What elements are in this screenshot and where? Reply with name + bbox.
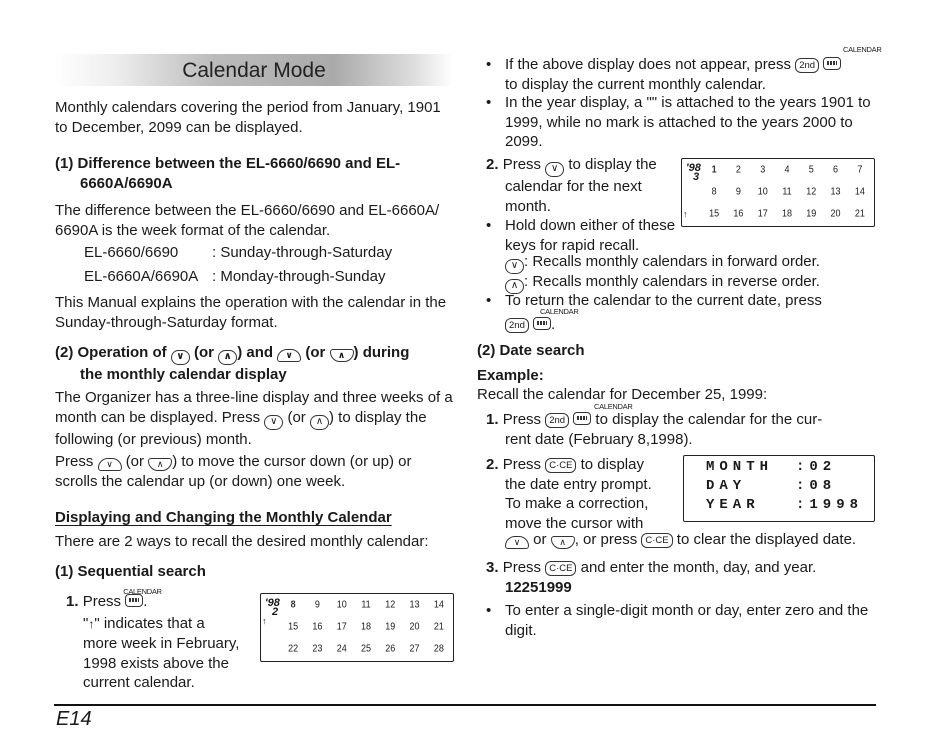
- section-2-heading: (2) Operation of ∨ (or ∧ ) and ∨ (or ∧ ) during the monthly calendar display: [55, 344, 410, 383]
- section-1-note: This Manual explains the operation with the calendar in the Sunday-through-Saturday format.: [55, 294, 447, 331]
- entry-code: 12251999: [505, 578, 572, 596]
- cursor-down-key-icon: ∨: [277, 349, 301, 362]
- section-1-heading: (1) Difference between the EL-6660/6690 and EL-6660A/6690A: [55, 155, 401, 192]
- up-arrow-icon: ↑: [683, 209, 688, 219]
- section-1-text: The difference between the EL-6660/6690 and EL-6660A/ 6690A is the week format of the calendar.: [55, 202, 440, 239]
- date-search-heading: (2) Date search: [477, 342, 585, 359]
- model-name: EL-6660/6690: [84, 244, 179, 261]
- recall-forward: ∨ : Recalls monthly calendars in forward order.: [505, 252, 820, 274]
- display-heading: Displaying and Changing the Monthly Calendar: [55, 509, 392, 526]
- down-key-icon: ∨: [171, 350, 190, 365]
- lcd-value: :1998: [796, 497, 864, 513]
- return-keys: 2nd .: [505, 315, 555, 335]
- sequential-heading: (1) Sequential search: [55, 563, 206, 580]
- model-format: : Monday-through-Sunday: [212, 267, 386, 285]
- calendar-key-icon: [125, 594, 143, 607]
- display-year: '98: [265, 597, 280, 609]
- calendar-display-feb: [260, 593, 454, 662]
- example-step-3: 3. Press C·CE and enter the month, day, and year. 12251999: [486, 558, 876, 597]
- date-entry-display: [683, 455, 875, 522]
- step-2: 2. Press ∨ to display the calendar for the next month. • Hold down either of these keys for rapid recall.: [486, 156, 676, 254]
- calendar-key-label: CALENDAR: [843, 45, 882, 54]
- model-row: [84, 267, 454, 287]
- step-1: 1. Press CALENDAR . "↑" indicates that a more week in February, 1998 exists above the current calendar.: [66, 592, 266, 693]
- model-name: EL-6660A/6690A: [84, 267, 199, 285]
- intro-text: Monthly calendars covering the period from January, 1901 to December, 2099 can be displayed.: [55, 99, 441, 136]
- calendar-key-label: CALENDAR: [540, 307, 579, 316]
- example-step-2-cont: ∨ or ∧ , or press C·CE to clear the displayed date.: [505, 530, 885, 550]
- cce-key-icon: C·CE: [641, 533, 672, 548]
- display-year: '98: [686, 162, 701, 174]
- up-key-icon: ∧: [310, 415, 329, 430]
- up-key-icon: ∧: [505, 279, 524, 294]
- down-key-icon: ∨: [505, 259, 524, 274]
- down-key-icon: ∨: [545, 162, 564, 177]
- lcd-row: [706, 496, 874, 515]
- lcd-label: YEAR: [706, 497, 760, 513]
- display-text: There are 2 ways to recall the desired monthly calendar:: [55, 533, 429, 550]
- display-month: 2: [272, 606, 279, 618]
- model-list: [84, 243, 454, 286]
- cursor-down-key-icon: ∨: [505, 536, 529, 549]
- cursor-day: 1: [711, 163, 717, 175]
- section-2-paragraph-1: The Organizer has a three-line display and three weeks of a month can be displayed. Press ∨ (or ∧ ) to display the following (or previous) month.: [55, 389, 453, 448]
- 2nd-key-icon: 2nd: [795, 58, 819, 73]
- up-key-icon: ∧: [218, 350, 237, 365]
- example-step-2: 2. Press C·CE to display the date entry prompt. To make a correction, move the cursor with: [486, 456, 652, 532]
- display-month: 3: [693, 171, 700, 183]
- cursor-up-key-icon: ∧: [148, 458, 172, 471]
- example-heading: Example:: [477, 367, 544, 384]
- cursor-up-key-icon: ∧: [551, 536, 575, 549]
- calendar-key-label: CALENDAR: [594, 402, 633, 411]
- bullet-return: • To return the calendar to the current date, press: [486, 292, 822, 309]
- 2nd-key-icon: 2nd: [505, 318, 529, 333]
- lcd-label: MONTH: [706, 459, 774, 475]
- display-heading-wrap: [55, 508, 392, 528]
- model-row: [84, 243, 454, 263]
- recall-reverse: ∧ : Recalls monthly calendars in reverse order.: [505, 272, 820, 294]
- title-banner: [55, 54, 453, 86]
- calendar-grid: 8 9 10 11 12 13 14 15 16 17 18 19 20 21 22 23 24 25 26 27 28: [281, 593, 451, 659]
- calendar-key-label: CALENDAR: [123, 587, 162, 596]
- up-arrow-icon: ↑: [262, 616, 267, 626]
- lcd-row: [706, 458, 874, 477]
- cursor-day: 8: [290, 598, 296, 610]
- lcd-row: [706, 477, 874, 496]
- up-arrow-icon: ↑: [88, 616, 95, 631]
- lcd-value: :08: [796, 478, 837, 494]
- 2nd-key-icon: 2nd: [545, 413, 569, 428]
- calendar-key-icon: [823, 57, 841, 70]
- cursor-down-key-icon: ∨: [98, 458, 122, 471]
- cursor-up-key-icon: ∧: [330, 349, 354, 362]
- bullet-1: • If the above display does not appear, press 2nd to display the current monthly calendar.: [486, 55, 876, 94]
- down-key-icon: ∨: [264, 415, 283, 430]
- example-text: Recall the calendar for December 25, 1999:: [477, 386, 768, 403]
- bullet-3: • To enter a single-digit month or day, enter zero and the digit.: [486, 602, 869, 639]
- page-number: E14: [56, 708, 92, 730]
- model-format: : Sunday-through-Saturday: [212, 244, 393, 261]
- lcd-value: :02: [796, 459, 837, 475]
- calendar-key-icon: [533, 317, 551, 330]
- calendar-grid: 1 2 3 4 5 6 7 8 9 10 11 12 13 14 15 16 17 18 19 20 21: [702, 158, 872, 224]
- section-2-paragraph-2: Press ∨ (or ∧ ) to move the cursor down (or up) or scrolls the calendar up (or down) one week.: [55, 453, 412, 490]
- bullet-2: • In the year display, a "" is attached to the years 1901 to 1999, while no mark is attached to the years 2000 to 2099.: [486, 94, 871, 150]
- calendar-display-mar: [681, 158, 875, 227]
- page-title: Calendar Mode: [182, 59, 326, 82]
- calendar-key-icon: [573, 412, 591, 425]
- footer-rule: [54, 704, 876, 706]
- cce-key-icon: C·CE: [545, 458, 576, 473]
- example-step-1: 1. Press 2nd to display the calendar for the cur- rent date (February 8,1998).: [486, 411, 823, 448]
- lcd-label: DAY: [706, 478, 747, 494]
- cce-key-icon: C·CE: [545, 561, 576, 576]
